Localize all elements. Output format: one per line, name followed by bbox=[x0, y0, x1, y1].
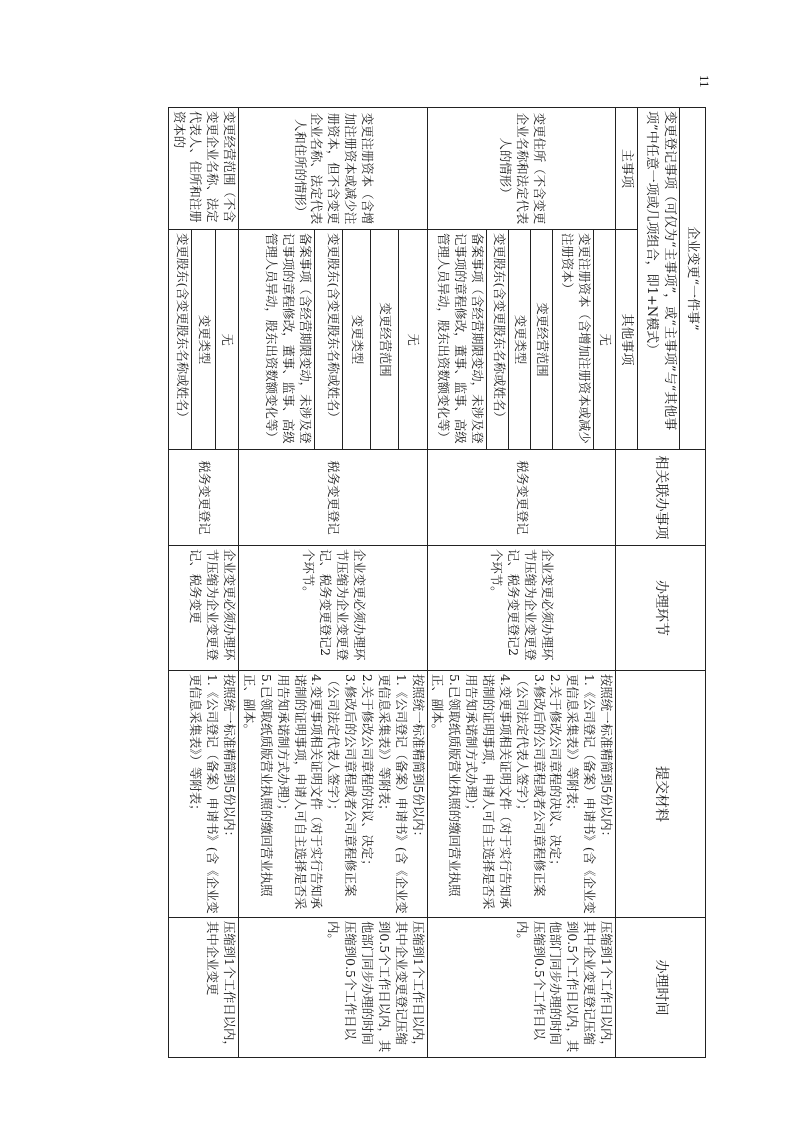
row2-other-2: 变更类型 bbox=[343, 230, 371, 450]
material-line: 5.已领取纸质版营业执照的缴回营业执照正、副本。 bbox=[430, 674, 463, 897]
row3-other-0: 无 bbox=[215, 230, 238, 450]
material-line: 1.《公司登记（备案）申请书》(含《企业变更信息采集表》）等附表； bbox=[188, 674, 221, 914]
row1-other-4: 变更股东(含变更股东名称或姓名） bbox=[487, 230, 509, 450]
material-line: 4.变更事项相关证明文件（对于实行告知承诺制的证明事项，申请人可自主选择是否采用告知承诺制方式办理）； bbox=[275, 674, 325, 910]
material-line: 2.关于修改公司章程的决议、决定； bbox=[359, 674, 375, 872]
material-line: 3.修改后的公司章程或者公司章程修正案（公司法定代表人签字）； bbox=[514, 674, 547, 897]
row1-related: 税务变更登记 bbox=[427, 450, 615, 546]
page-number: 11 bbox=[697, 75, 712, 88]
row2-process: 企业变更必须办理环节压缩为企业变更登记、税务变更登记2个环节。 bbox=[239, 546, 427, 671]
material-line: 按照统一标准精简到5份以内： bbox=[599, 674, 614, 843]
row2-materials bbox=[239, 671, 427, 918]
scope-header-cell: 变更登记事项（可仅为“主事项”，或“主事项”与“其他事项”中任意一项或几项组合，即1+N模式） bbox=[638, 108, 680, 450]
row1-main: 变更住所（不含变更企业名称和法定代表人的情形） bbox=[427, 108, 615, 230]
row3-main: 变更经营范围（不含变更企业名称、法定代表人、住所和注册资本的 bbox=[168, 108, 238, 230]
row2-main: 变更注册资本（含增加注册资本或减少注册资本，但不含变更企业名称、法定代表人和住所的情形） bbox=[239, 108, 427, 230]
material-line: 按照统一标准精简到5份以内： bbox=[222, 674, 238, 843]
material-line: 1.《公司登记（备案）申请书》(含《企业变更信息采集表》）等附表； bbox=[565, 674, 598, 914]
material-line: 5.已领取纸质版营业执照的缴回营业执照正、副本。 bbox=[241, 674, 274, 897]
row2-other-1: 变更经营范围 bbox=[371, 230, 399, 450]
material-line: 按照统一标准精简到5份以内： bbox=[410, 674, 426, 843]
row1-other-1: 变更注册资本（含增加注册资本或减少注册资本） bbox=[553, 230, 594, 450]
rotated-table-container bbox=[110, 107, 706, 1057]
material-line: 1.《公司登记（备案）申请书》(含《企业变更信息采集表》）等附表； bbox=[376, 674, 409, 914]
header-related: 相关联办事项 bbox=[616, 450, 706, 546]
header-time: 办理时间 bbox=[616, 918, 706, 1058]
row3-materials bbox=[168, 671, 238, 918]
top-header-cell: 企业变更“一件事” bbox=[680, 108, 706, 450]
row3-other-2: 变更股东(含变更股东名称或姓名） bbox=[168, 230, 192, 450]
row3-time: 压缩到1个工作日以内，其中企业变更 bbox=[168, 918, 238, 1058]
row1-other-0: 无 bbox=[593, 230, 615, 450]
row1-materials bbox=[427, 671, 615, 918]
row1-process: 企业变更必须办理环节压缩为企业变更登记、税务变更登记2个环节。 bbox=[427, 546, 615, 671]
row3-other-1: 变更类型 bbox=[192, 230, 215, 450]
material-line: 3.修改后的公司章程或者公司章程修正案（公司法定代表人签字）； bbox=[326, 674, 359, 897]
material-line: 4.变更事项相关证明文件（对于实行告知承诺制的证明事项，申请人可自主选择是否采用告知承诺制方式办理）； bbox=[464, 674, 513, 910]
enterprise-change-table bbox=[168, 107, 706, 1058]
header-main: 主事项 bbox=[616, 108, 638, 230]
header-other: 其他事项 bbox=[616, 230, 638, 450]
row1-other-5: 备案事项（含经营期限变动，未涉及登记事项的章程修改，董事、监事、高级管理人员异动，股东出资数额变化等） bbox=[427, 230, 487, 450]
header-process: 办理环节 bbox=[616, 546, 706, 671]
row2-other-4: 备案事项（含经营期限变动，未涉及登记事项的章程修改，董事、监事、高级管理人员异动，股东出资数额变化等） bbox=[239, 230, 315, 450]
row1-time: 压缩到1个工作日以内，其中企业变更登记压缩到0.5个工作日以内，其他部门同步办理的时间压缩到0.5个工作日以内。 bbox=[427, 918, 615, 1058]
row2-other-0: 无 bbox=[399, 230, 427, 450]
row2-time: 压缩到1个工作日以内，其中企业变更登记压缩到0.5个工作日以内，其他部门同步办理的时间压缩到0.5个工作日以内。 bbox=[239, 918, 427, 1058]
row3-process: 企业变更必须办理环节压缩为企业变更登记、税务变更 bbox=[168, 546, 238, 671]
row2-related: 税务变更登记 bbox=[239, 450, 427, 546]
row3-related: 税务变更登记 bbox=[168, 450, 238, 546]
header-materials: 提交材料 bbox=[616, 671, 706, 918]
material-line: 2.关于修改公司章程的决议、决定； bbox=[548, 674, 564, 872]
row2-other-3: 变更股东(含变更股东名称或姓名） bbox=[315, 230, 343, 450]
row1-other-2: 变更经营范围 bbox=[531, 230, 553, 450]
row1-other-3: 变更类型 bbox=[509, 230, 531, 450]
